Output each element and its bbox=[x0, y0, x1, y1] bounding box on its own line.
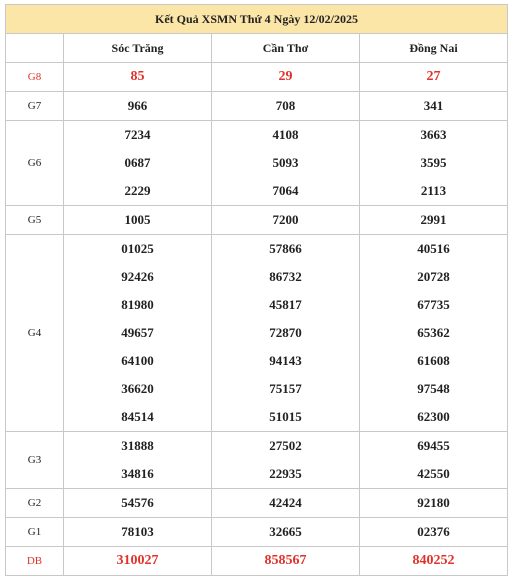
table-row bbox=[6, 235, 508, 264]
table-row bbox=[6, 547, 508, 576]
table-row bbox=[6, 319, 508, 347]
prize-number-g7-col3: 341 bbox=[360, 92, 508, 121]
prize-number-db-col3: 840252 bbox=[360, 547, 508, 576]
prize-number-g6-col1: 0687 bbox=[64, 149, 212, 177]
prize-number-g4-col3: 62300 bbox=[360, 403, 508, 432]
table-row bbox=[6, 121, 508, 150]
prize-number-db-col2: 858567 bbox=[212, 547, 360, 576]
prize-number-g8-col1: 85 bbox=[64, 63, 212, 92]
prize-number-g8-col3: 27 bbox=[360, 63, 508, 92]
prize-number-g6-col2: 4108 bbox=[212, 121, 360, 150]
prize-number-g4-col2: 51015 bbox=[212, 403, 360, 432]
table-row bbox=[6, 263, 508, 291]
prize-number-g5-col1: 1005 bbox=[64, 206, 212, 235]
prize-number-g6-col1: 2229 bbox=[64, 177, 212, 206]
province-header-3: Đồng Nai bbox=[360, 34, 508, 63]
table-row bbox=[6, 206, 508, 235]
prize-number-g4-col3: 67735 bbox=[360, 291, 508, 319]
province-header-1: Sóc Trăng bbox=[64, 34, 212, 63]
table-row bbox=[6, 375, 508, 403]
prize-number-g6-col3: 3663 bbox=[360, 121, 508, 150]
prize-number-g3-col2: 27502 bbox=[212, 432, 360, 461]
prize-number-g6-col3: 3595 bbox=[360, 149, 508, 177]
prize-label-db: DB bbox=[6, 547, 64, 576]
prize-number-g4-col1: 36620 bbox=[64, 375, 212, 403]
prize-label-g1: G1 bbox=[6, 518, 64, 547]
prize-number-g4-col1: 49657 bbox=[64, 319, 212, 347]
prize-number-g1-col1: 78103 bbox=[64, 518, 212, 547]
prize-number-g4-col1: 81980 bbox=[64, 291, 212, 319]
prize-number-g5-col2: 7200 bbox=[212, 206, 360, 235]
prize-number-g4-col3: 61608 bbox=[360, 347, 508, 375]
prize-number-g4-col1: 92426 bbox=[64, 263, 212, 291]
prize-number-g4-col1: 64100 bbox=[64, 347, 212, 375]
lottery-results-table bbox=[5, 4, 508, 576]
prize-number-g4-col2: 94143 bbox=[212, 347, 360, 375]
prize-number-g3-col3: 69455 bbox=[360, 432, 508, 461]
prize-number-g4-col1: 84514 bbox=[64, 403, 212, 432]
results-body bbox=[6, 63, 508, 576]
results-table-container bbox=[5, 4, 507, 576]
prize-number-g4-col2: 57866 bbox=[212, 235, 360, 264]
prize-number-g4-col1: 01025 bbox=[64, 235, 212, 264]
prize-number-g3-col2: 22935 bbox=[212, 460, 360, 489]
prize-number-g3-col1: 31888 bbox=[64, 432, 212, 461]
table-title: Kết Quả XSMN Thứ 4 Ngày 12/02/2025 bbox=[6, 5, 508, 34]
prize-number-g3-col3: 42550 bbox=[360, 460, 508, 489]
prize-number-g4-col2: 72870 bbox=[212, 319, 360, 347]
prize-number-g4-col3: 20728 bbox=[360, 263, 508, 291]
prize-number-g2-col3: 92180 bbox=[360, 489, 508, 518]
prize-number-g6-col1: 7234 bbox=[64, 121, 212, 150]
prize-label-g3: G3 bbox=[6, 432, 64, 489]
header-blank bbox=[6, 34, 64, 63]
table-row bbox=[6, 432, 508, 461]
prize-number-g8-col2: 29 bbox=[212, 63, 360, 92]
prize-label-g2: G2 bbox=[6, 489, 64, 518]
prize-number-g4-col3: 40516 bbox=[360, 235, 508, 264]
prize-label-g6: G6 bbox=[6, 121, 64, 206]
prize-number-g2-col2: 42424 bbox=[212, 489, 360, 518]
prize-label-g5: G5 bbox=[6, 206, 64, 235]
prize-number-g6-col2: 5093 bbox=[212, 149, 360, 177]
prize-number-g1-col2: 32665 bbox=[212, 518, 360, 547]
prize-number-g1-col3: 02376 bbox=[360, 518, 508, 547]
prize-label-g8: G8 bbox=[6, 63, 64, 92]
province-header-2: Cần Thơ bbox=[212, 34, 360, 63]
prize-number-g4-col2: 86732 bbox=[212, 263, 360, 291]
prize-number-g6-col3: 2113 bbox=[360, 177, 508, 206]
prize-number-g4-col3: 65362 bbox=[360, 319, 508, 347]
prize-number-g6-col2: 7064 bbox=[212, 177, 360, 206]
table-row bbox=[6, 149, 508, 177]
prize-number-g2-col1: 54576 bbox=[64, 489, 212, 518]
prize-label-g4: G4 bbox=[6, 235, 64, 432]
prize-number-g4-col3: 97548 bbox=[360, 375, 508, 403]
table-row bbox=[6, 63, 508, 92]
table-row bbox=[6, 518, 508, 547]
table-row bbox=[6, 92, 508, 121]
prize-number-g5-col3: 2991 bbox=[360, 206, 508, 235]
table-row bbox=[6, 460, 508, 489]
prize-number-g4-col2: 45817 bbox=[212, 291, 360, 319]
table-row bbox=[6, 489, 508, 518]
prize-number-g4-col2: 75157 bbox=[212, 375, 360, 403]
prize-label-g7: G7 bbox=[6, 92, 64, 121]
prize-number-g7-col2: 708 bbox=[212, 92, 360, 121]
prize-number-g3-col1: 34816 bbox=[64, 460, 212, 489]
table-row bbox=[6, 177, 508, 206]
prize-number-db-col1: 310027 bbox=[64, 547, 212, 576]
table-row bbox=[6, 291, 508, 319]
prize-number-g7-col1: 966 bbox=[64, 92, 212, 121]
table-row bbox=[6, 403, 508, 432]
table-row bbox=[6, 347, 508, 375]
